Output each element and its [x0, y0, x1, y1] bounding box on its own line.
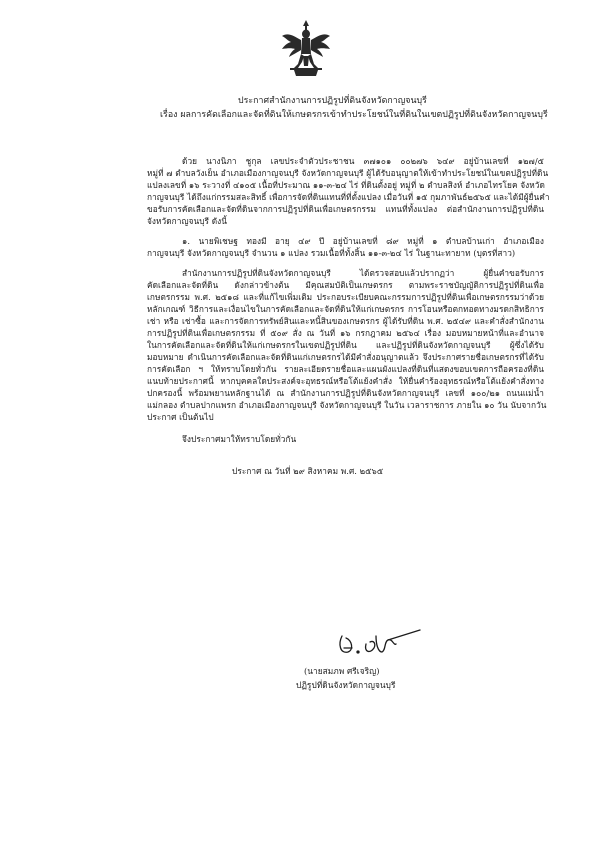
paragraph-2-line-4: หลักเกณฑ์ วิธีการและเงื่อนไขในการคัดเลือกและจัดที่ดินให้แก่เกษตรกร การโอนหรือตกทอดทางมรดกสิทธิการ: [147, 304, 544, 314]
paragraph-1-line-6: จังหวัดกาญจนบุรี ดังนี้: [147, 216, 227, 226]
applicant-line-2: กาญจนบุรี จังหวัดกาญจนบุรี จำนวน ๑ แปลง รวมเนื้อที่ทั้งสิ้น ๑๑-๓-๒๔ ไร่ ในฐานะทายาท (บุตรที่สาว): [147, 248, 516, 258]
applicant-line-1: ๑. นายพิเชษฐ ทองมี อายุ ๔๙ ปี อยู่บ้านเลขที่ ๘๙ หมู่ที่ ๑ ตำบลบ้านเก่า อำเภอเมือง: [182, 236, 544, 246]
paragraph-2-line-7: ในการคัดเลือกและจัดที่ดินให้แก่เกษตรกรในเขตปฏิรูปที่ดิน และปฏิรูปที่ดินจังหวัดกาญจนบุรี ผู้ซึ่งได้รับ: [147, 340, 544, 350]
announcement-title: ประกาศสำนักงานการปฏิรูปที่ดินจังหวัดกาญจนบุรี: [238, 96, 427, 106]
paragraph-2-line-12: แม่กลอง ตำบลปากแพรก อำเภอเมืองกาญจนบุรี จังหวัดกาญจนบุรี ในวัน เวลาราชการ ภายใน ๑๐ วัน นับจากวัน: [147, 400, 547, 410]
paragraph-2-line-2: คัดเลือกและจัดที่ดิน ดังกล่าวข้างต้น มีคุณสมบัติเป็นเกษตรกร ตามพระราชบัญญัติการปฏิรูปที่ดินเพื่อ: [147, 280, 544, 290]
paragraph-2-line-10: แนบท้ายประกาศนี้ หากบุคคลใดประสงค์จะอุทธรณ์หรือโต้แย้งคำสั่ง ให้ยื่นคำร้องอุทธรณ์หรือโต้แย้งคำสั่งทาง: [147, 376, 544, 386]
paragraph-2-line-6: การปฏิรูปที่ดินเพื่อเกษตรกรรม ที่ ๕๐๙ สั่ง ณ วันที่ ๑๖ กรกฎาคม ๒๕๖๔ เรื่อง มอบหมายหน้าที่และอำนาจ: [147, 328, 544, 338]
paragraph-2-line-5: เช่า หรือ เช่าซื้อ และการจัดการทรัพย์สินและหนี้สินของเกษตรกร ผู้ได้รับที่ดิน พ.ศ. ๒๕๔๙ และคำสั่งสำนักงาน: [147, 316, 544, 326]
paragraph-2-line-8: มอบหมาย ดำเนินการคัดเลือกและจัดที่ดินแก่เกษตรกรได้มีคำสั่งอนุญาตแล้ว จึงประกาศรายชื่อเกษตรกรที่ได้รับ: [147, 352, 544, 362]
paragraph-1-line-4: กาญจนบุรี ได้ถึงแก่กรรมสละสิทธิ์ เพื่อการจัดที่ดินแทนที่ที่ตั้งแปลง เมื่อวันที่ ๑๕ กุมภาพันธ์๒๕๖๕ และได้มีผู้ยื่นคำ: [147, 192, 550, 202]
paragraph-2-line-9: การคัดเลือก ฯ ให้ทราบโดยทั่วกัน รายละเอียดรายชื่อและแผนผังแปลงที่ดินที่แสดงขอบเขตการถือครองที่ดิน: [147, 364, 544, 374]
paragraph-1-line-5: ขอรับการคัดเลือกและจัดที่ดินจากการปฏิรูปที่ดินเพื่อเกษตรกรรม แทนที่ทั้งแปลง ต่อสำนักงานการปฏิรูปที่ดิน: [147, 204, 544, 214]
closing-statement: จึงประกาศมาให้ทราบโดยทั่วกัน: [182, 434, 297, 444]
garuda-emblem-icon: [280, 18, 332, 80]
paragraph-1-line-2: หมู่ที่ ๗ ตำบลวังเย็น อำเภอเมืองกาญจนบุรี จังหวัดกาญจนบุรี ผู้ได้รับอนุญาตให้เข้าทำประโยชน์ในเขตปฏิรูปที่ดิน: [147, 168, 549, 178]
signature-icon: [330, 622, 450, 662]
paragraph-2-line-3: เกษตรกรรม พ.ศ. ๒๕๑๘ และที่แก้ไขเพิ่มเติม ประกอบระเบียบคณะกรรมการปฏิรูปที่ดินเพื่อเกษตรกรรมว่าด้วย: [147, 292, 544, 302]
announcement-date: ประกาศ ณ วันที่ ๒๙ สิงหาคม พ.ศ. ๒๕๖๕: [232, 466, 384, 476]
paragraph-2-line-11: ปกครองนี้ พร้อมพยานหลักฐานได้ ณ สำนักงานการปฏิรูปที่ดินจังหวัดกาญจนบุรี เลขที่ ๑๐๐/๒๑ ถนนแม่น้ำ: [147, 388, 544, 398]
signer-title: ปฏิรูปที่ดินจังหวัดกาญจนบุรี: [296, 680, 396, 690]
announcement-subject: เรื่อง ผลการคัดเลือกและจัดที่ดินให้เกษตรกรเข้าทำประโยชน์ในที่ดินในเขตปฏิรูปที่ดินจังหวัดกาญจนบุรี: [160, 110, 548, 120]
paragraph-1-line-1: ด้วย นางนิภา ชูกุล เลขประจำตัวประชาชน ๓๗๑๐๑ ๐๐๒๗๖ ๖๔๙ อยู่บ้านเลขที่ ๑๒๗/๕: [182, 156, 544, 166]
paragraph-2-line-1: สำนักงานการปฏิรูปที่ดินจังหวัดกาญจนบุรี ได้ตรวจสอบแล้วปรากฏว่า ผู้ยื่นคำขอรับการ: [182, 268, 544, 278]
paragraph-2-line-13: ประกาศ เป็นต้นไป: [147, 412, 214, 422]
paragraph-1-line-3: แปลงเลขที่ ๑๖ ระวางที่ ๔๑๐๕ เนื้อที่ประมาณ ๑๑-๓-๒๔ ไร่ ที่ดินตั้งอยู่ หมู่ที่ ๒ ตำบลสิงห์ อำเภอไทรโยค จังหวัด: [147, 180, 545, 190]
signer-name: (นายสมภพ ศรีเจริญ): [304, 666, 380, 676]
